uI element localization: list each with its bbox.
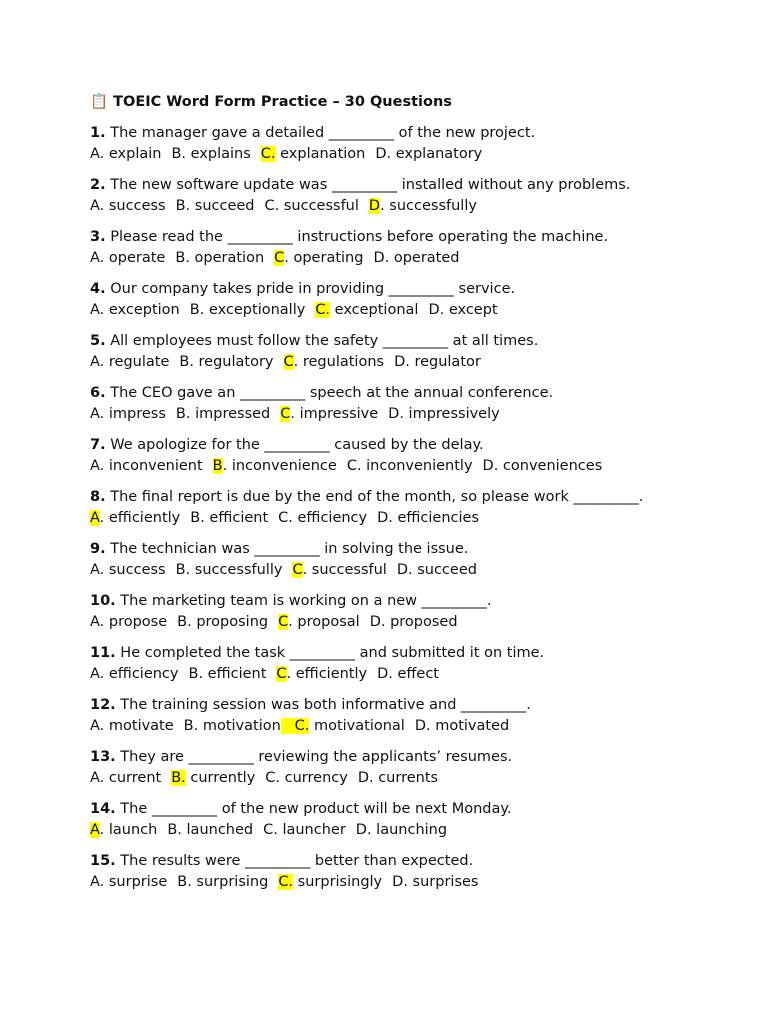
answer-option — [213, 458, 337, 474]
option-text: surprisingly — [293, 874, 383, 890]
question-number: 9. — [90, 541, 106, 557]
question-item — [90, 227, 730, 269]
answer-option — [370, 614, 458, 630]
option-text: B. motivation — [183, 718, 281, 734]
question-item — [90, 175, 730, 217]
answer-option — [90, 770, 161, 786]
answer-options — [90, 404, 730, 425]
answer-highlight: A — [90, 822, 100, 838]
question-number: 1. — [90, 125, 106, 141]
answer-highlight: C — [274, 250, 285, 266]
option-text: exceptional — [330, 302, 419, 318]
answer-option — [177, 614, 268, 630]
option-text: . inconvenience — [222, 458, 337, 474]
question-text: The marketing team is working on a new _________. — [120, 593, 492, 609]
question-stem — [90, 591, 730, 612]
answer-option — [292, 562, 386, 578]
option-text: A. surprise — [90, 874, 168, 890]
question-stem — [90, 487, 730, 508]
question-stem — [90, 695, 730, 716]
question-number: 2. — [90, 177, 106, 193]
answer-option — [347, 458, 473, 474]
option-text: D. operated — [373, 250, 460, 266]
question-stem — [90, 539, 730, 560]
answer-option — [176, 406, 270, 422]
option-text: A. success — [90, 562, 166, 578]
option-text: B. efficient — [190, 510, 269, 526]
answer-highlight: C — [283, 354, 294, 370]
option-text: B. operation — [175, 250, 265, 266]
question-stem — [90, 435, 730, 456]
option-text: D. conveniences — [482, 458, 603, 474]
answer-option — [177, 874, 268, 890]
question-stem — [90, 851, 730, 872]
answer-option — [394, 354, 481, 370]
answer-option — [377, 666, 439, 682]
option-text: D. motivated — [414, 718, 510, 734]
answer-option — [274, 250, 363, 266]
question-text: We apologize for the _________ caused by the delay. — [110, 437, 484, 453]
option-text: B. regulatory — [179, 354, 274, 370]
answer-highlight: C — [278, 614, 289, 630]
answer-option — [261, 146, 366, 162]
question-item — [90, 487, 730, 529]
question-text: The training session was both informative and _________. — [120, 697, 531, 713]
answer-highlight: C — [276, 666, 287, 682]
answer-option — [90, 874, 167, 890]
option-text: C. efficiency — [278, 510, 368, 526]
option-text: D. proposed — [369, 614, 458, 630]
answer-option — [369, 198, 477, 214]
answer-option — [90, 562, 166, 578]
option-text: A. motivate — [90, 718, 174, 734]
question-number: 3. — [90, 229, 106, 245]
question-stem — [90, 799, 730, 820]
answer-option — [265, 770, 348, 786]
answer-option — [90, 406, 166, 422]
answer-option — [90, 718, 174, 734]
answer-option — [280, 406, 378, 422]
answer-option — [176, 562, 283, 578]
answer-option — [373, 250, 459, 266]
option-text: D. impressively — [388, 406, 500, 422]
option-text: D. efficiencies — [377, 510, 480, 526]
question-text: He completed the task _________ and submitted it on time. — [120, 645, 545, 661]
option-text: A. current — [90, 770, 162, 786]
answer-option — [179, 354, 273, 370]
answer-option — [278, 510, 367, 526]
question-text: The results were _________ better than expected. — [120, 853, 474, 869]
question-number: 5. — [90, 333, 106, 349]
answer-option — [90, 822, 157, 838]
question-text: Our company takes pride in providing _________ service. — [110, 281, 516, 297]
option-text: A. exception — [90, 302, 180, 318]
option-text: C. inconveniently — [346, 458, 473, 474]
option-text: D. effect — [377, 666, 439, 682]
question-text: They are _________ reviewing the applicants’ resumes. — [120, 749, 513, 765]
question-item — [90, 383, 730, 425]
answer-option — [415, 718, 509, 734]
answer-options — [90, 144, 730, 165]
option-text: D. launching — [355, 822, 448, 838]
answer-option — [377, 510, 479, 526]
answer-options — [90, 560, 730, 581]
question-text: The new software update was _________ installed without any problems. — [110, 177, 631, 193]
answer-option — [90, 302, 180, 318]
option-text: . operating — [284, 250, 364, 266]
answer-option — [278, 874, 382, 890]
question-item — [90, 539, 730, 581]
answer-option — [90, 198, 166, 214]
answer-highlight: B. — [171, 770, 186, 786]
answer-highlight: B — [212, 458, 223, 474]
question-stem — [90, 279, 730, 300]
option-text: . efficiently — [286, 666, 368, 682]
answer-option — [90, 666, 179, 682]
option-text: A. impress — [90, 406, 166, 422]
option-text: C. successful — [264, 198, 359, 214]
question-number: 8. — [90, 489, 106, 505]
question-text: The CEO gave an _________ speech at the annual conference. — [110, 385, 554, 401]
answer-option — [90, 614, 167, 630]
page-title: 📋 TOEIC Word Form Practice – 30 Questions — [90, 94, 452, 110]
option-text: B. explains — [171, 146, 251, 162]
option-text: . proposal — [288, 614, 360, 630]
question-stem — [90, 123, 730, 144]
option-text: A. operate — [90, 250, 166, 266]
question-number: 7. — [90, 437, 106, 453]
option-text: A. explain — [90, 146, 162, 162]
option-text: D. except — [428, 302, 498, 318]
question-number: 14. — [90, 801, 116, 817]
answer-options — [90, 872, 730, 893]
answer-option — [263, 822, 346, 838]
question-item — [90, 331, 730, 373]
question-number: 13. — [90, 749, 116, 765]
answer-option — [358, 770, 438, 786]
answer-highlight: C — [280, 406, 291, 422]
question-number: 4. — [90, 281, 106, 297]
answer-highlight: C. — [315, 302, 331, 318]
option-text: B. succeed — [175, 198, 255, 214]
option-text: A. efficiency — [90, 666, 179, 682]
answer-option — [265, 198, 359, 214]
option-text: . impressive — [290, 406, 379, 422]
answer-option — [184, 718, 405, 734]
answer-options — [90, 716, 730, 737]
question-stem — [90, 383, 730, 404]
answer-highlight: C — [292, 562, 303, 578]
answer-options — [90, 820, 730, 841]
answer-option — [392, 874, 478, 890]
option-text: . efficiently — [99, 510, 181, 526]
question-item — [90, 799, 730, 841]
question-number: 12. — [90, 697, 116, 713]
option-text: explanation — [275, 146, 366, 162]
option-text: A. regulate — [90, 354, 170, 370]
question-stem — [90, 747, 730, 768]
answer-options — [90, 456, 730, 477]
answer-option — [284, 354, 385, 370]
option-text: motivational — [309, 718, 405, 734]
question-item — [90, 695, 730, 737]
answer-highlight: A — [90, 510, 100, 526]
answer-option — [171, 146, 250, 162]
question-stem — [90, 175, 730, 196]
answer-option — [176, 198, 255, 214]
answer-option — [397, 562, 477, 578]
document — [90, 91, 730, 903]
answer-option — [315, 302, 418, 318]
option-text: D. currents — [357, 770, 439, 786]
question-item — [90, 851, 730, 893]
answer-option — [276, 666, 367, 682]
answer-option — [190, 302, 306, 318]
answer-option — [175, 250, 264, 266]
option-text: D. surprises — [392, 874, 479, 890]
answer-options — [90, 196, 730, 217]
question-text: All employees must follow the safety _________ at all times. — [110, 333, 539, 349]
option-text: currently — [185, 770, 256, 786]
answer-option — [356, 822, 447, 838]
option-text: B. successfully — [175, 562, 283, 578]
answer-options — [90, 612, 730, 633]
question-list — [90, 123, 730, 893]
question-stem — [90, 227, 730, 248]
answer-options — [90, 768, 730, 789]
question-item — [90, 279, 730, 321]
question-text: The _________ of the new product will be next Monday. — [120, 801, 512, 817]
answer-option — [90, 458, 203, 474]
option-text: . regulations — [293, 354, 385, 370]
option-text: A. success — [90, 198, 166, 214]
answer-option — [171, 770, 255, 786]
option-text: C. currency — [265, 770, 348, 786]
option-text: . launch — [99, 822, 158, 838]
question-item — [90, 591, 730, 633]
question-item — [90, 435, 730, 477]
answer-options — [90, 508, 730, 529]
question-stem — [90, 331, 730, 352]
option-text: D. explanatory — [375, 146, 483, 162]
answer-options — [90, 248, 730, 269]
question-stem — [90, 643, 730, 664]
option-text: B. exceptionally — [189, 302, 306, 318]
option-text: C. launcher — [263, 822, 346, 838]
option-text: D. succeed — [396, 562, 477, 578]
question-item — [90, 747, 730, 789]
answer-option — [278, 614, 360, 630]
question-text: The final report is due by the end of the month, so please work _________. — [110, 489, 644, 505]
answer-option — [90, 510, 180, 526]
answer-option — [190, 510, 268, 526]
answer-option — [428, 302, 497, 318]
answer-option — [167, 822, 253, 838]
question-number: 10. — [90, 593, 116, 609]
answer-option — [189, 666, 267, 682]
question-item — [90, 643, 730, 685]
answer-option — [483, 458, 603, 474]
question-number: 6. — [90, 385, 106, 401]
answer-option — [90, 354, 169, 370]
answer-option — [388, 406, 500, 422]
answer-option — [90, 250, 165, 266]
answer-highlight: C. — [260, 146, 276, 162]
answer-options — [90, 352, 730, 373]
answer-highlight: C. — [278, 874, 294, 890]
answer-highlight: D — [368, 198, 381, 214]
answer-options — [90, 300, 730, 321]
question-text: Please read the _________ instructions before operating the machine. — [110, 229, 609, 245]
option-text: A. propose — [90, 614, 168, 630]
option-text: B. impressed — [175, 406, 271, 422]
question-number: 15. — [90, 853, 116, 869]
question-number: 11. — [90, 645, 116, 661]
answer-highlight: C. — [280, 718, 310, 734]
answer-option — [90, 146, 161, 162]
question-text: The manager gave a detailed _________ of the new project. — [110, 125, 536, 141]
option-text: B. proposing — [177, 614, 269, 630]
option-text: B. efficient — [188, 666, 267, 682]
option-text: . successful — [302, 562, 387, 578]
option-text: . successfully — [380, 198, 477, 214]
question-item — [90, 123, 730, 165]
option-text: A. inconvenient — [90, 458, 203, 474]
answer-options — [90, 664, 730, 685]
option-text: D. regulator — [394, 354, 481, 370]
option-text: B. surprising — [177, 874, 269, 890]
question-text: The technician was _________ in solving the issue. — [110, 541, 469, 557]
answer-option — [375, 146, 482, 162]
option-text: B. launched — [167, 822, 254, 838]
